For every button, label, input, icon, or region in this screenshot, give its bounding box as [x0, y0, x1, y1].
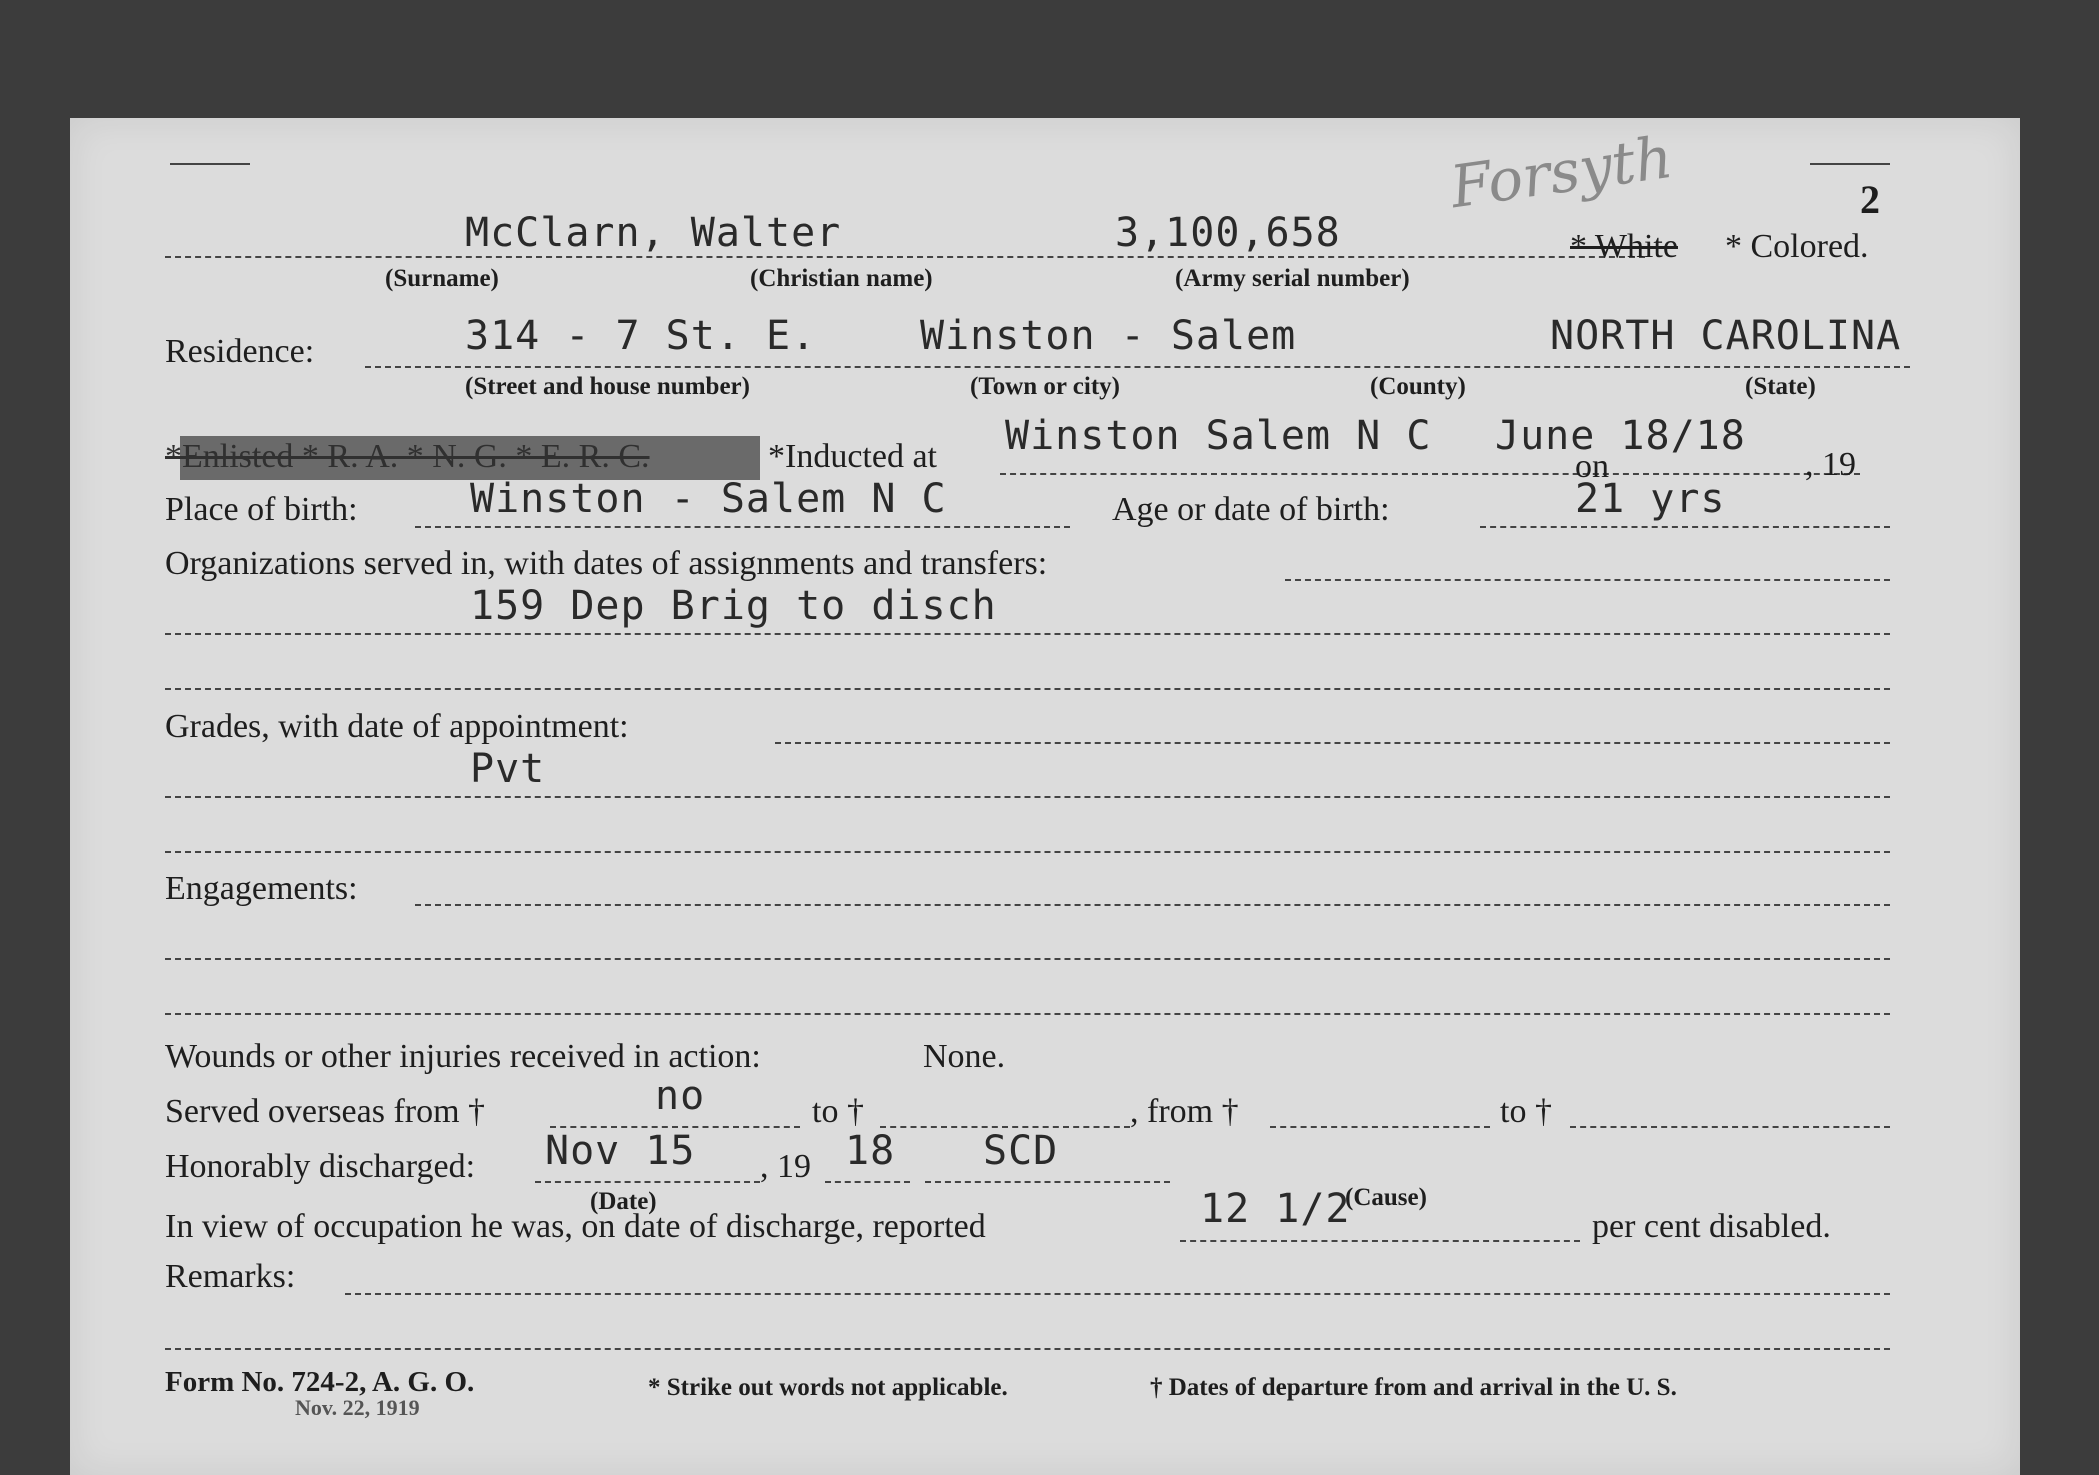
disability-line: [1180, 1240, 1580, 1242]
wounds-value: None.: [923, 1038, 1006, 1075]
army-serial-caption: (Army serial number): [1175, 265, 1410, 292]
overseas-to2-line: [1570, 1126, 1890, 1128]
town-caption: (Town or city): [970, 373, 1120, 400]
organizations-value: 159 Dep Brig to disch: [470, 583, 997, 629]
overseas-from2-label: , from †: [1130, 1093, 1239, 1130]
residence-line: [365, 366, 1910, 368]
inducted-date: June 18/18: [1495, 413, 1746, 459]
discharge-date-value: Nov 15: [545, 1128, 696, 1174]
remarks-line-1: [345, 1293, 1890, 1295]
age-value: 21 yrs: [1575, 476, 1726, 522]
per-cent-label: per cent disabled.: [1592, 1208, 1831, 1245]
overseas-to-label: to †: [812, 1093, 864, 1130]
inducted-line: [1000, 473, 1860, 475]
engagements-line-1: [415, 904, 1890, 906]
race-colored: * Colored.: [1725, 228, 1869, 265]
name-value: McClarn, Walter: [465, 210, 842, 256]
discharge-year-value: 18: [845, 1128, 896, 1174]
overseas-to2-label: to †: [1500, 1093, 1552, 1130]
date-caption: (Date): [590, 1188, 657, 1215]
discharge-date-line: [535, 1181, 760, 1183]
street-caption: (Street and house number): [465, 373, 750, 400]
enlisted-struck: *Enlisted * R. A. * N. G. * E. R. C.: [165, 438, 650, 475]
residence-street: 314 - 7 St. E.: [465, 313, 817, 359]
inducted-place: Winston Salem N C: [1005, 413, 1432, 459]
form-number: Form No. 724-2, A. G. O.: [165, 1366, 475, 1398]
inducted-at-label: *Inducted at: [768, 438, 937, 475]
engagements-line-3: [165, 1013, 1890, 1015]
handwritten-county: Forsyth: [1446, 122, 1677, 222]
residence-state: NORTH CAROLINA: [1550, 313, 1902, 359]
organizations-line-1: [1285, 579, 1890, 581]
year-prefix: , 19: [1805, 446, 1856, 483]
grades-line-2: [165, 796, 1890, 798]
engagements-line-2: [165, 958, 1890, 960]
grades-value: Pvt: [470, 746, 546, 792]
discharge-cause-line: [925, 1181, 1170, 1183]
place-of-birth-label: Place of birth:: [165, 491, 358, 528]
county-caption: (County): [1370, 373, 1466, 400]
remarks-label: Remarks:: [165, 1258, 296, 1295]
grades-label: Grades, with date of appointment:: [165, 708, 629, 745]
card-number: 2: [1860, 177, 1880, 222]
occupation-label: In view of occupation he was, on date of discharge, reported: [165, 1208, 986, 1245]
place-of-birth-value: Winston - Salem N C: [470, 476, 947, 522]
place-of-birth-line: [415, 526, 1070, 528]
organizations-label: Organizations served in, with dates of assignments and transfers:: [165, 545, 1048, 582]
age-label: Age or date of birth:: [1112, 491, 1390, 528]
honorably-discharged-label: Honorably discharged:: [165, 1148, 476, 1185]
serial-number-value: 3,100,658: [1115, 210, 1341, 256]
race-white-struck: * White: [1570, 228, 1678, 265]
discharge-year-line: [825, 1181, 910, 1183]
engagements-label: Engagements:: [165, 870, 358, 907]
state-caption: (State): [1745, 373, 1816, 400]
overseas-from2-line: [1270, 1126, 1490, 1128]
age-line: [1480, 526, 1890, 528]
service-record-card: [70, 118, 2020, 1475]
organizations-line-3: [165, 688, 1890, 690]
disability-value: 12 1/2: [1200, 1186, 1351, 1232]
christian-name-caption: (Christian name): [750, 265, 933, 292]
served-overseas-label: Served overseas from †: [165, 1093, 486, 1130]
footer-note-dates: † Dates of departure from and arrival in the U. S.: [1150, 1374, 1677, 1401]
on-label: on: [1575, 448, 1609, 485]
remarks-line-2: [165, 1348, 1890, 1350]
residence-town: Winston - Salem: [920, 313, 1297, 359]
residence-label: Residence:: [165, 333, 315, 370]
grades-line-1: [775, 742, 1890, 744]
top-right-rule: [1810, 163, 1890, 165]
wounds-label: Wounds or other injuries received in action:: [165, 1038, 761, 1075]
cause-caption: (Cause): [1345, 1184, 1427, 1211]
discharge-year-prefix: , 19: [760, 1148, 811, 1185]
top-left-rule: [170, 163, 250, 165]
surname-caption: (Surname): [385, 265, 499, 292]
organizations-line-2: [165, 633, 1890, 635]
form-date: Nov. 22, 1919: [295, 1395, 420, 1420]
name-line: [165, 256, 1645, 258]
footer-note-strike: * Strike out words not applicable.: [648, 1374, 1008, 1401]
overseas-value: no: [655, 1073, 706, 1119]
grades-line-3: [165, 851, 1890, 853]
discharge-cause-value: SCD: [983, 1128, 1059, 1174]
